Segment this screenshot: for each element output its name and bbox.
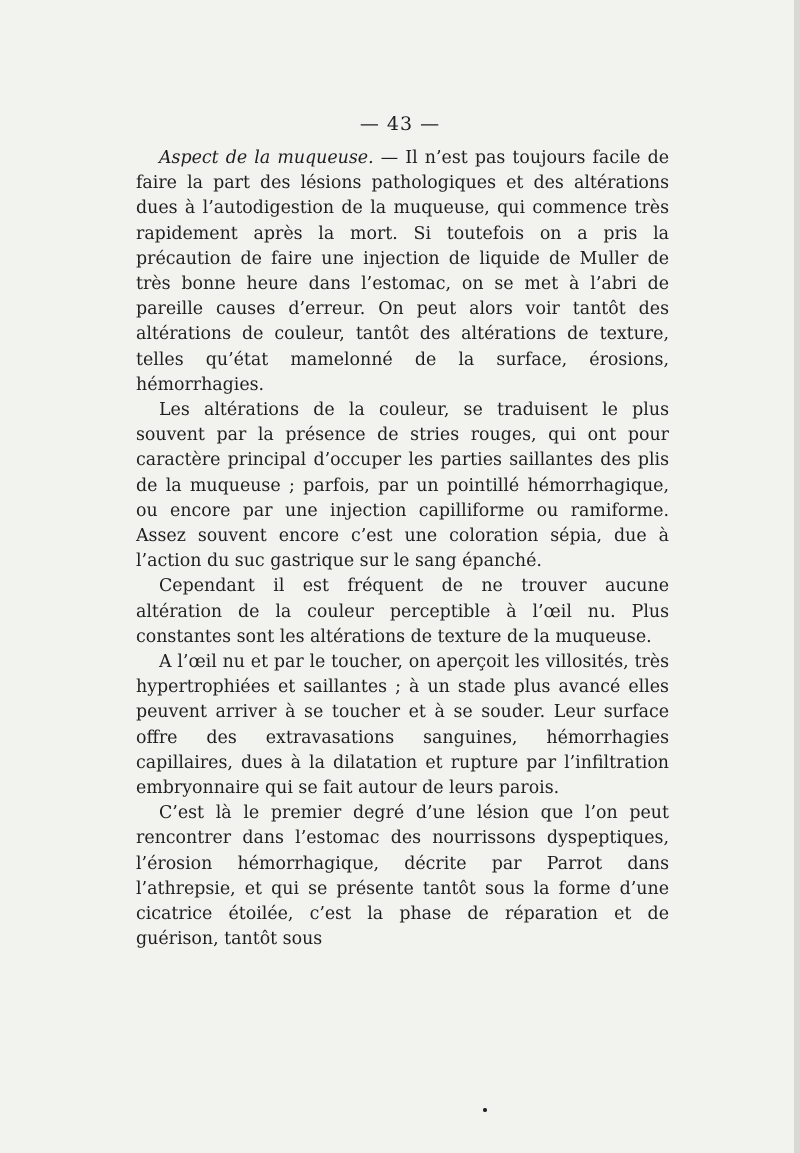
paragraph: A l’œil nu et par le toucher, on aperçoit les villosités, très hypertrophiées et saillantes ; à un stade plus avancé elles peuvent arriver à se toucher et à se souder. Leur surface offre des extravasations sanguines, hémorrhagies capillaires, dues à la dilatation et rupture par l’infiltration embryonnaire qui se fait autour de leurs parois. bbox=[136, 652, 669, 799]
paragraph: Cependant il est fréquent de ne trouver aucune altération de la couleur perceptible à l’œil nu. Plus constantes sont les altérations de texture de la muqueuse. bbox=[136, 576, 669, 647]
section-heading: Aspect de la muqueuse. bbox=[159, 148, 374, 168]
page-edge-shadow bbox=[794, 0, 800, 1153]
page-number: — 43 — bbox=[359, 113, 441, 135]
paragraph-text: — Il n’est pas toujours facile de faire la part des lésions pathologiques et des altérations dues à l’autodigestion de la muqueuse, qui commence très rapidement après la mort. Si toutefois on a pris la précaution de faire une injection de liquide de Muller de très bonne heure dans l’estomac, on se met à l’abri de pareille causes d’erreur. On peut alors voir tantôt des altérations de couleur, tantôt des altérations de texture, telles qu’état mamelonné de la surface, érosions, hémorrhagies. bbox=[136, 148, 669, 395]
body-text bbox=[136, 146, 669, 953]
paragraph bbox=[136, 146, 669, 398]
paragraph: C’est là le premier degré d’une lésion que l’on peut rencontrer dans l’estomac des nourrissons dyspeptiques, l’érosion hémorrhagique, décrite par Parrot dans l’athrepsie, et qui se présente tantôt sous la forme d’une cicatrice étoilée, c’est la phase de réparation et de guérison, tantôt sous bbox=[136, 803, 669, 950]
ink-speck bbox=[483, 1108, 487, 1112]
paragraph: Les altérations de la couleur, se traduisent le plus souvent par la présence de stries rouges, qui ont pour caractère principal d’occuper les parties saillantes des plis de la muqueuse ; parfois, par un pointillé hémorrhagique, ou encore par une injection capilliforme ou ramiforme. Assez souvent encore c’est une coloration sépia, due à l’action du suc gastrique sur le sang épanché. bbox=[136, 400, 669, 572]
